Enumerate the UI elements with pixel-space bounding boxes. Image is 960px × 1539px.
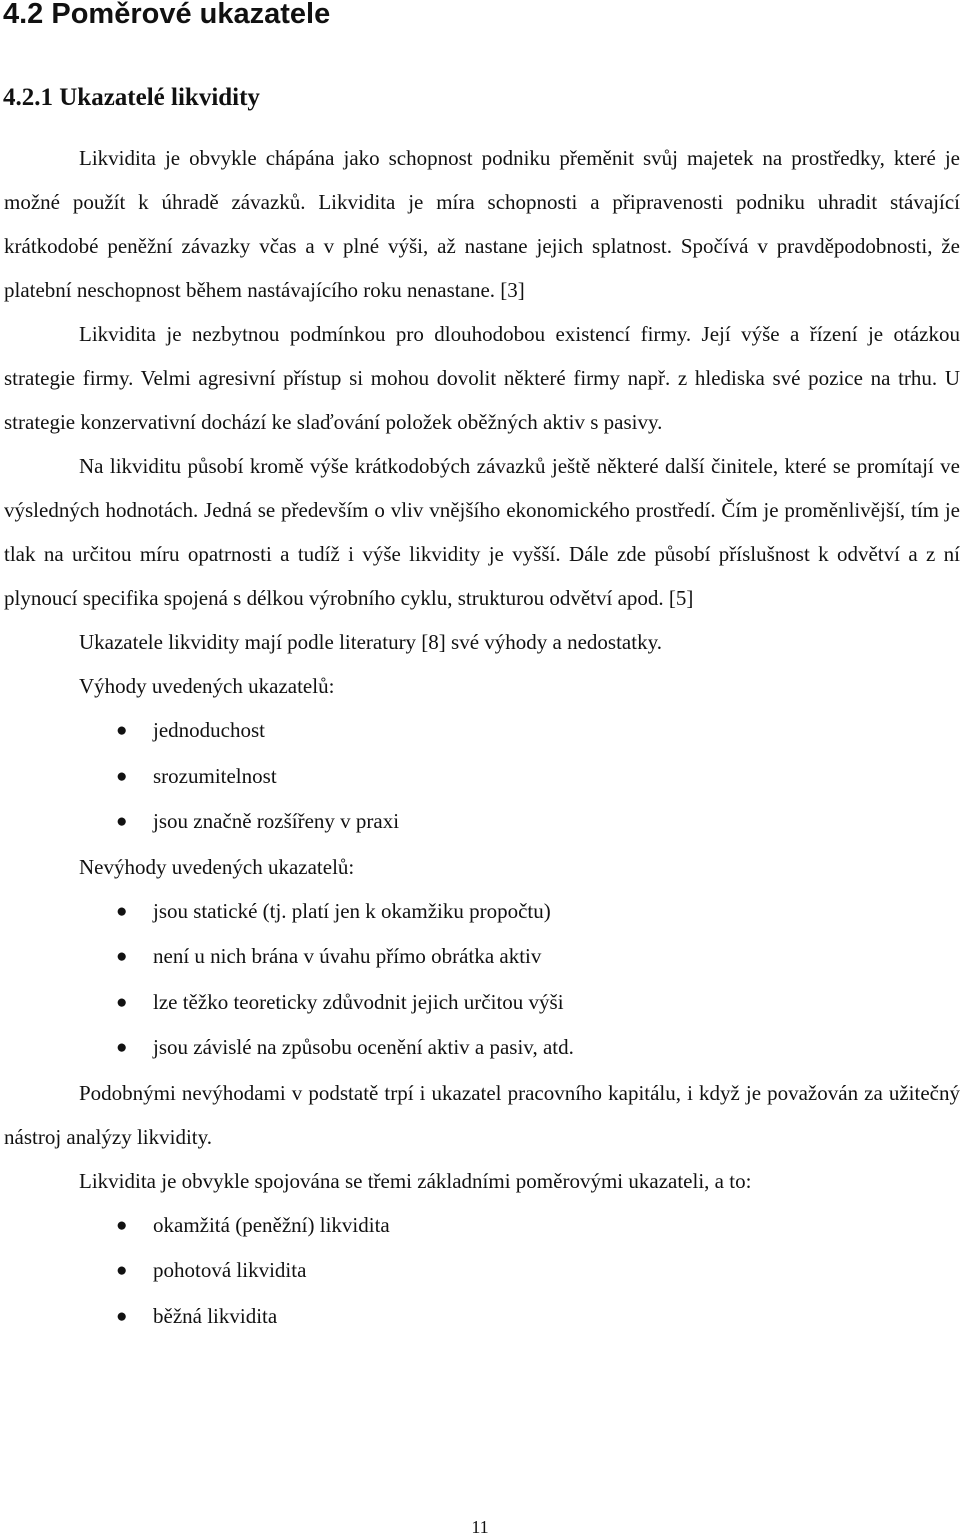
list-item: [4, 1203, 960, 1249]
bullet-icon: ●: [116, 765, 128, 787]
bullet-icon: ●: [116, 900, 128, 922]
bullet-icon: ●: [116, 720, 128, 741]
bullet-icon: ●: [116, 1037, 128, 1058]
list-item: [4, 754, 960, 800]
page-number: 11: [471, 1517, 489, 1537]
list-item: [4, 1025, 960, 1071]
list-item: [4, 1248, 960, 1294]
list-item: [4, 980, 960, 1026]
list-item-text: pohotová likvidita: [153, 1258, 307, 1282]
disadvantages-list: [4, 889, 960, 1071]
subsection-heading: 4.2.1 Ukazatelé likvidity: [3, 84, 260, 111]
paragraph-liquidity-factors: Na likviditu působí kromě výše krátkodobých závazků ještě některé další činitele, které se promítají ve výsledných hodnotách. Jedná se především o vliv vnějšího ekonomického prostředí. Čím je proměnlivější, tím je tlak na určitou míru opatrnosti a tudíž i výše likvidity je vyšší. Dále zde působí příslušnost k odvětví a z ní plynoucí specifika spojená s délkou výrobního cyklu, strukturou odvětví apod. [5]: [4, 454, 960, 610]
bullet-icon: ●: [116, 811, 128, 832]
paragraph-advantages-label: Výhody uvedených ukazatelů:: [79, 674, 335, 698]
bullet-icon: ●: [116, 1260, 128, 1281]
list-item-text: srozumitelnost: [153, 763, 277, 788]
paragraph-liquidity-strategy: Likvidita je nezbytnou podmínkou pro dlouhodobou existencí firmy. Její výše a řízení je otázkou strategie firmy. Velmi agresivní přístup si mohou dovolit některé firmy např. z hlediska své pozice na trhu. U strategie konzervativní dochází ke slaďování položek oběžných aktiv s pasivy.: [4, 322, 960, 434]
list-item-text: okamžitá (peněžní) likvidita: [153, 1212, 390, 1237]
bullet-icon: ●: [116, 946, 128, 967]
paragraph-working-capital: Podobnými nevýhodami v podstatě trpí i ukazatel pracovního kapitálu, i když je považován za užitečný nástroj analýzy likvidity.: [4, 1080, 960, 1149]
paragraph-pros-cons-intro: Ukazatele likvidity mají podle literatury [8] své výhody a nedostatky.: [79, 630, 662, 654]
bullet-icon: ●: [116, 1305, 128, 1327]
paragraph-liquidity-definition: Likvidita je obvykle chápána jako schopnost podniku přeměnit svůj majetek na prostředky, které je možné použít k úhradě závazků. Likvidita je míra schopnosti a připravenosti podniku uhradit stávající krátkodobé peněžní závazky včas a v plné výši, až nastane jejich splatnost. Spočívá v pravděpodobnosti, že platební neschopnost během nastávajícího roku nenastane. [3]: [4, 146, 960, 302]
section-heading: 4.2 Poměrové ukazatele: [3, 0, 331, 30]
list-item: [4, 708, 960, 754]
list-item-text: jsou značně rozšířeny v praxi: [153, 809, 400, 833]
bullet-icon: ●: [116, 1214, 128, 1236]
indicators-list: [4, 1203, 960, 1340]
advantages-list: [4, 708, 960, 845]
bullet-icon: ●: [116, 991, 128, 1013]
list-item: [4, 934, 960, 980]
list-item: [4, 889, 960, 935]
list-item-text: jsou závislé na způsobu ocenění aktiv a pasiv, atd.: [153, 1035, 574, 1059]
list-item-text: lze těžko teoreticky zdůvodnit jejich určitou výši: [153, 989, 564, 1014]
list-item-text: jednoduchost: [153, 718, 265, 742]
list-item: [4, 799, 960, 845]
list-item-text: není u nich brána v úvahu přímo obrátka aktiv: [153, 944, 542, 968]
paragraph-indicators-intro: Likvidita je obvykle spojována se třemi základními poměrovými ukazateli, a to:: [79, 1168, 752, 1193]
paragraph-disadvantages-label: Nevýhody uvedených ukazatelů:: [79, 854, 355, 879]
list-item-text: jsou statické (tj. platí jen k okamžiku propočtu): [153, 898, 551, 923]
list-item: [4, 1294, 960, 1340]
document-body: [4, 136, 960, 1339]
list-item-text: běžná likvidita: [153, 1303, 278, 1328]
